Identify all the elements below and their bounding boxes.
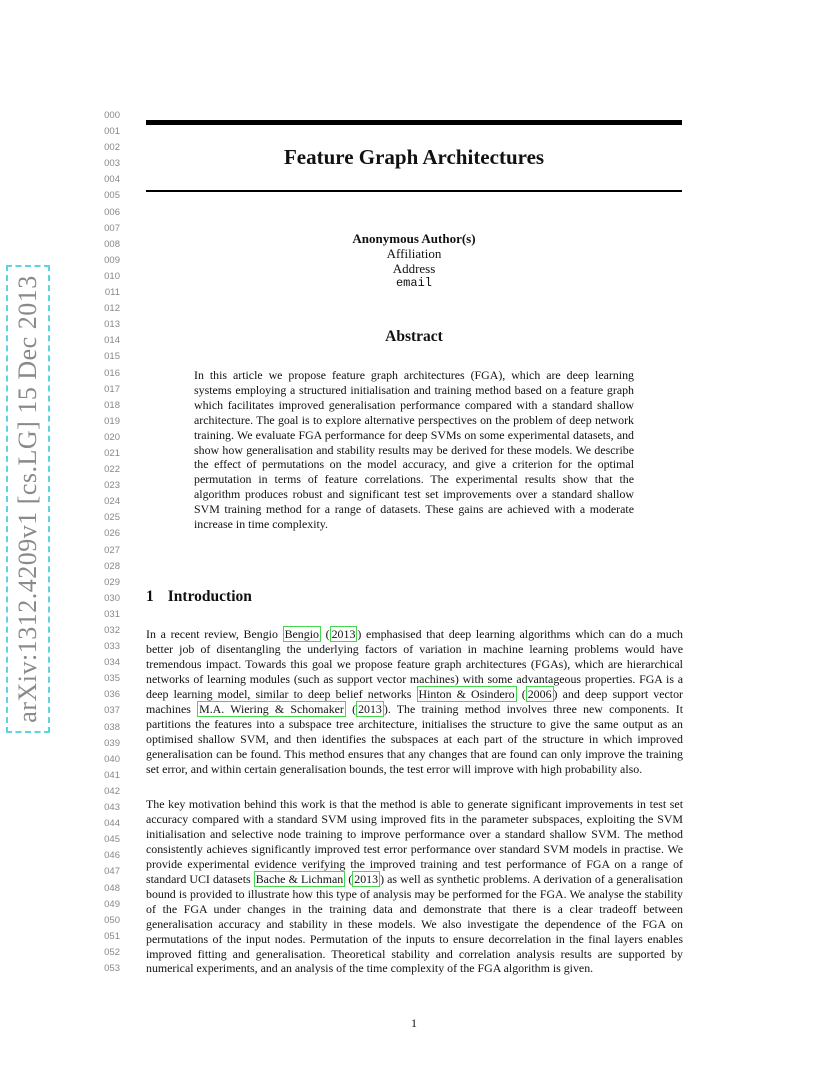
line-number: 041 xyxy=(104,769,120,781)
line-number: 048 xyxy=(104,882,120,894)
line-number: 039 xyxy=(104,737,120,749)
citation-link[interactable]: Bache & Lichman xyxy=(255,871,344,886)
line-number: 023 xyxy=(104,480,120,492)
author-address: Address xyxy=(392,261,436,276)
citation-link[interactable]: 2006 xyxy=(527,686,552,701)
author-block xyxy=(146,231,682,291)
line-number: 051 xyxy=(104,930,120,942)
line-number: 042 xyxy=(104,785,120,797)
text-run: ) as well as synthetic problems. A derivation of a generalisation bound is provided to illustrate how this type of analysis may be performed for the FGA. We analyse the stability of the FGA under changes in the training data and demonstrate that there is a clear tradeoff between generalisation accuracy and stability in these models. We also investigate the dependence of the FGA on permutations of the input nodes. Permutation of the inputs to ensure decorrelation in the final layers enables improved fitting and generalisation. Theoretical stability and correlation analysis results are supported by numerical experiments, and an analysis of the time complexity of the FGA algorithm is given. xyxy=(146,871,683,976)
line-number: 009 xyxy=(104,254,120,266)
line-number: 046 xyxy=(104,850,120,862)
author-name: Anonymous Author(s) xyxy=(352,231,476,246)
line-number: 002 xyxy=(104,142,120,154)
line-number: 011 xyxy=(104,287,120,299)
section-heading xyxy=(146,588,252,606)
line-number: 001 xyxy=(104,126,120,138)
abstract-text: In this article we propose feature graph architectures (FGA), which are deep learning systems employing a structured initialisation and training method based on a feature graph which facilitates improved generalisation performance compared with a standard shallow architecture. The goal is to explore alternative perspectives on the problem of deep network training. We evaluate FGA performance for deep SVMs on some experimental datasets, and show how generalisation and stability results may be derived for these models. We describe the effect of permutations on the model accuracy, and give a criterion for the optimal permutation in terms of feature correlations. The experimental results show that the algorithm produces robust and significant test set improvements over a standard shallow SVM training method for a range of datasets. These gains are achieved with a moderate increase in time complexity. xyxy=(194,368,634,532)
line-number: 030 xyxy=(104,592,120,604)
author-affiliation: Affiliation xyxy=(386,246,442,261)
line-number: 018 xyxy=(104,399,120,411)
title-rule-top xyxy=(146,120,682,125)
line-number: 004 xyxy=(104,174,120,186)
line-numbers xyxy=(96,108,120,977)
line-number: 024 xyxy=(104,496,120,508)
arxiv-stamp-text: arXiv:1312.4209v1 [cs.LG] 15 Dec 2013 xyxy=(13,275,42,723)
arxiv-stamp xyxy=(6,265,50,733)
line-number: 034 xyxy=(104,657,120,669)
title-rule-bottom xyxy=(146,190,682,192)
line-number: 035 xyxy=(104,673,120,685)
line-number: 006 xyxy=(104,206,120,218)
line-number: 020 xyxy=(104,431,120,443)
section-number: 1 xyxy=(146,588,154,605)
text-run: ( xyxy=(345,701,357,716)
line-number: 053 xyxy=(104,962,120,974)
line-number: 050 xyxy=(104,914,120,926)
line-number: 008 xyxy=(104,238,120,250)
line-number: 038 xyxy=(104,721,120,733)
line-number: 032 xyxy=(104,625,120,636)
line-number: 013 xyxy=(104,319,120,331)
citation-link[interactable]: 2013 xyxy=(358,701,382,716)
line-number: 031 xyxy=(104,608,120,620)
line-number: 052 xyxy=(104,946,120,958)
line-number: 021 xyxy=(104,447,120,459)
line-number: 043 xyxy=(104,802,120,814)
line-number: 010 xyxy=(104,270,120,282)
citation-link[interactable]: Hinton & Osindero xyxy=(418,686,515,701)
citation-link[interactable]: 2013 xyxy=(354,871,379,886)
text-run: ) emphasised that deep learning algorithms which can do a much better job of disentangling the underlying factors of variation in machine learning problems would have tremendous impact. Towards this goal we propose feature graph architectures (FGAs), which are hierarchical networks of learning modules (such as support vector machines) with some advantageous properties. FGA is a deep learning model, similar to deep belief networks xyxy=(146,627,683,701)
citation-link[interactable]: Bengio xyxy=(284,627,319,641)
line-number: 005 xyxy=(104,190,120,202)
line-number: 027 xyxy=(104,544,120,556)
author-email: email xyxy=(395,276,432,290)
citation-link[interactable]: 2013 xyxy=(331,627,356,641)
citation-link[interactable]: M.A. Wiering & Schomaker xyxy=(199,701,344,716)
text-run: ( xyxy=(345,871,353,886)
line-number: 033 xyxy=(104,641,120,653)
abstract-heading: Abstract xyxy=(385,328,443,345)
line-number: 037 xyxy=(104,705,120,717)
intro-paragraph-1 xyxy=(146,627,683,777)
line-number: 045 xyxy=(104,834,120,846)
line-number: 028 xyxy=(104,560,120,572)
line-number: 012 xyxy=(104,303,120,315)
text-run: ( xyxy=(320,627,330,641)
line-number: 019 xyxy=(104,415,120,427)
line-number: 014 xyxy=(104,335,120,347)
section-title: Introduction xyxy=(167,588,252,605)
line-number: 022 xyxy=(104,464,120,476)
line-number: 044 xyxy=(104,818,120,830)
text-run: The key motivation behind this work is that the method is able to generate significant improvements in test set accuracy compared with a standard SVM using improved fits in the parameter subspaces, exploiting the SVM initialisation and selective node training to improve performance over a standard shallow SVM. The method consistently achieves significantly improved test error performance over standard SVM models in practise. We provide experimental evidence verifying the improved training and test performance of FGA on a range of standard UCI datasets xyxy=(146,797,683,886)
line-number: 015 xyxy=(104,351,120,363)
paper-title: Feature Graph Architectures xyxy=(283,145,545,169)
line-number: 036 xyxy=(104,689,120,701)
line-number: 017 xyxy=(104,383,120,395)
text-run: In a recent review, Bengio xyxy=(146,627,283,641)
line-number: 029 xyxy=(104,576,120,588)
line-number: 003 xyxy=(104,158,120,170)
line-number: 000 xyxy=(104,110,120,121)
intro-paragraph-2 xyxy=(146,797,683,976)
line-number: 025 xyxy=(104,512,120,524)
line-number: 047 xyxy=(104,866,120,878)
line-number: 026 xyxy=(104,528,120,540)
line-number: 049 xyxy=(104,898,120,910)
text-run: ) and deep support vector machines xyxy=(146,686,683,716)
line-number: 040 xyxy=(104,753,120,765)
text-run: ). The training method involves three new components. It partitions the features into a subspace tree architecture, initialises the structure to give the same output as an optimised shallow SVM, and then identifies the subspaces at each part of the structure in which improved generalisation can be found. This method ensures that any changes that are found can only improve the training set error, and within certain generalisation bounds, the test error will improve with high probability also. xyxy=(146,701,684,776)
page-number: 1 xyxy=(411,1016,417,1030)
line-number: 007 xyxy=(104,222,120,234)
text-run: ( xyxy=(516,686,526,701)
line-number: 016 xyxy=(104,367,120,379)
